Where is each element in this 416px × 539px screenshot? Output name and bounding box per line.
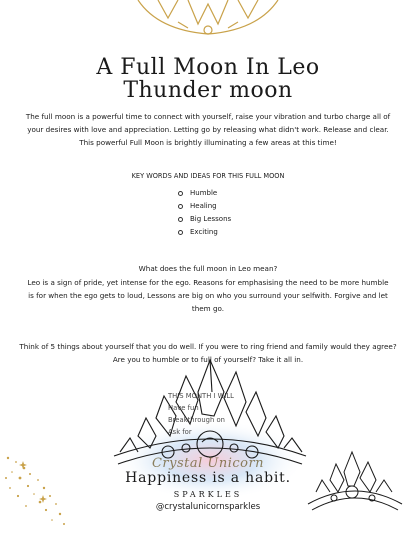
- intro-paragraph: The full moon is a powerful time to connect with yourself, raise your vibration and turbo charge all of your desires with love and appreciation. Letting go by releasing what didn't work. Release and clear. This powerful Full Moon is brightly illuminating a few areas at this time!: [25, 112, 391, 147]
- title-line-2: Thunder moon: [123, 78, 293, 103]
- bullet-circle-icon: [178, 191, 183, 196]
- list-item: Breakthrough on: [168, 416, 225, 424]
- reflection-paragraph: Think of 5 things about yourself that you do well. If you were to ring friend and family would they agree? Are you to humble or to full of yourself? Take it all in.: [19, 342, 397, 364]
- list-item: Healing: [178, 200, 231, 213]
- bullet-circle-icon: [178, 230, 183, 235]
- list-item: Humble: [178, 187, 231, 200]
- small-crystal-crown-icon: [300, 448, 410, 518]
- brand-sparkles-word: SPARKLES: [173, 490, 243, 499]
- brand-name: Crystal Unicorn: [151, 456, 265, 471]
- page-title: [0, 56, 416, 102]
- bullet-circle-icon: [178, 217, 183, 222]
- list-item: THIS MONTH I WILL: [168, 392, 234, 400]
- list-item: Exciting: [178, 226, 231, 239]
- gold-glitter-icon: [0, 448, 80, 538]
- list-item: Big Lessons: [178, 213, 231, 226]
- keywords-heading: KEY WORDS AND IDEAS FOR THIS FULL MOON: [131, 172, 285, 180]
- bullet-circle-icon: [178, 204, 183, 209]
- keywords-list: [178, 187, 231, 239]
- gold-crystal-ornament-icon: [118, 0, 298, 40]
- brand-tagline: Happiness is a habit.: [125, 470, 291, 486]
- leo-question: What does the full moon in Leo mean?: [138, 264, 278, 273]
- month-intentions-list: [168, 390, 234, 438]
- title-line-1: A Full Moon In Leo: [96, 55, 320, 80]
- social-handle: @crystalunicornsparkles: [155, 502, 261, 512]
- leo-paragraph: Leo is a sign of pride, yet intense for the ego. Reasons for emphasising the need to be more humble is for when the ego gets to loud, Lessons are big on who you surround your selfwith. Forgive and let them go.: [27, 278, 389, 313]
- list-item: Have fun: [168, 404, 199, 412]
- list-item: Ask for: [168, 428, 192, 436]
